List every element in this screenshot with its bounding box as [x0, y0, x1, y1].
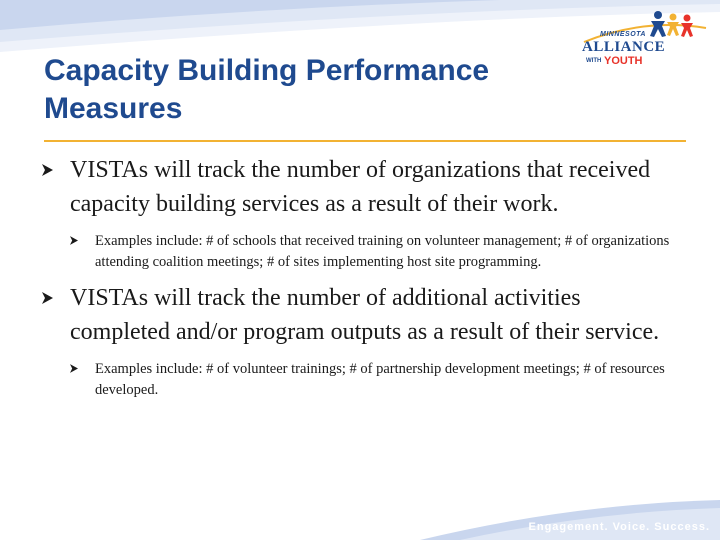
logo-line-alliance: ALLIANCE — [582, 39, 666, 55]
arrow-bullet-icon — [42, 292, 53, 304]
slide-title: Capacity Building Performance Measures — [44, 54, 490, 125]
figure-blue-icon — [650, 11, 666, 37]
figure-red-icon — [681, 15, 693, 38]
logo-line-minnesota: MINNESOTA — [600, 31, 646, 38]
arrow-bullet-icon — [42, 164, 53, 176]
sub-bullet-text: Examples include: # of schools that received training on volunteer management; # of organizations attending coalition meetings; # of sites implementing host site programming. — [95, 233, 670, 270]
bullet-text: VISTAs will track the number of organizations that received capacity building services as a result of their work. — [70, 157, 651, 217]
bullet-list — [42, 153, 682, 401]
figure-yellow-icon — [667, 14, 679, 37]
title-underline — [44, 140, 686, 142]
minnesota-alliance-with-youth-logo — [574, 6, 714, 70]
arrow-bullet-icon — [70, 364, 78, 373]
logo-line-youth: YOUTH — [604, 55, 643, 67]
bullet-text: VISTAs will track the number of additional activities completed and/or program outputs as a result of their service. — [70, 285, 660, 345]
footer-tagline: Engagement. Voice. Success. — [528, 521, 710, 533]
bullet-item — [42, 281, 682, 349]
sub-bullet-item — [42, 231, 682, 273]
sub-bullet-item — [42, 359, 682, 401]
arrow-bullet-icon — [70, 236, 78, 245]
sub-bullet-text: Examples include: # of volunteer trainings; # of partnership development meetings; # of resources developed. — [95, 361, 665, 398]
footer-swoosh-decoration — [420, 500, 720, 540]
bullet-item — [42, 153, 682, 221]
logo-line-with: WITH — [586, 58, 602, 64]
